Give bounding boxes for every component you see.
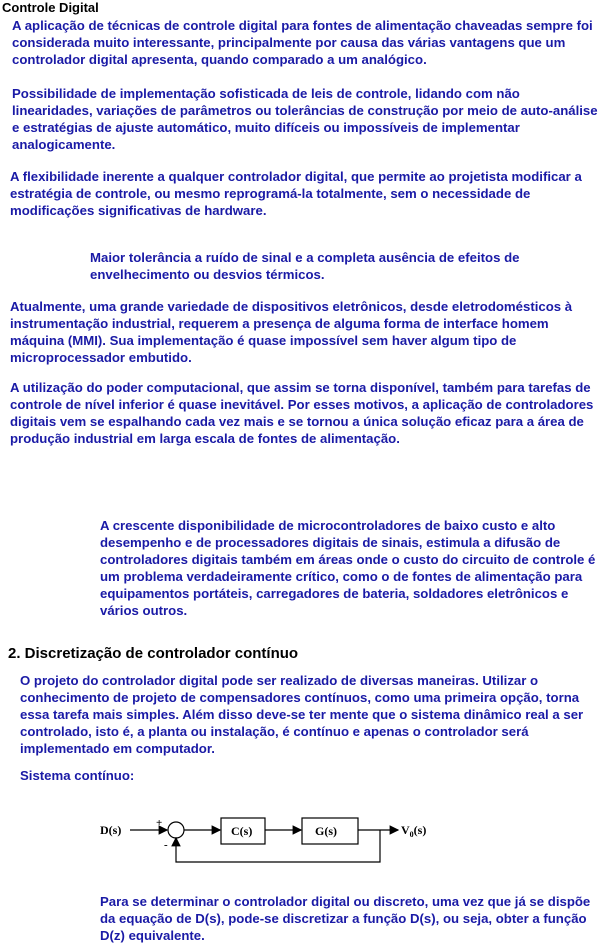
page-title: Controle Digital xyxy=(2,0,99,15)
plant-label: G(s) xyxy=(315,824,337,838)
paragraph-computational-power: A utilização do poder computacional, que assim se torna disponível, também para tarefas de controle de nível inferior é quase inevitável. Por esses motivos, a aplicação de controladores digitais vem se espalhando cada vez mais e se tornou a única solução eficaz para a área de produção industrial em larga escala de fontes de alimentação. xyxy=(10,380,594,446)
paragraph-advantage-3: Maior tolerância a ruído de sinal e a completa ausência de efeitos de envelhecimento ou desvios térmicos. xyxy=(90,250,520,282)
plus-sign: + xyxy=(156,817,163,829)
paragraph-availability: A crescente disponibilidade de microcontroladores de baixo custo e alto desempenho e de processadores digitais de sinais, estimula a difusão de controladores digitais também em áreas onde o custo do circuito de controle é um problema verdadeiramente crítico, como o de fontes de alimentação para equipamentos portáteis, carregadores de bateria, soldadores eletrônicos e vários outros. xyxy=(100,518,596,618)
paragraph-conclusion: Para se determinar o controlador digital ou discreto, uma vez que já se dispõe da equação de D(s), pode-se discretizar a função D(s), ou seja, obter a função D(z) equivalente. xyxy=(100,894,591,943)
paragraph-advantage-1: Possibilidade de implementação sofisticada de leis de controle, lidando com não linearidades, variações de parâmetros ou tolerâncias de construção por meio de auto-análise e estratégias de ajuste automático, muito difíceis ou impossíveis de implementar analogicamente. xyxy=(12,86,598,152)
section-heading: 2. Discretização de controlador contínuo xyxy=(8,645,299,662)
label-continuous-system: Sistema contínuo: xyxy=(20,768,135,783)
minus-sign: - xyxy=(164,839,168,851)
paragraph-advantage-2: A flexibilidade inerente a qualquer controlador digital, que permite ao projetista modificar a estratégia de controle, ou mesmo reprogramá-la totalmente, sem o necessidade de modificações significativas de hardware. xyxy=(10,169,582,218)
block-diagram xyxy=(90,808,450,870)
summing-junction xyxy=(168,822,184,838)
paragraph-discretization: O projeto do controlador digital pode ser realizado de diversas maneiras. Utilizar o conhecimento de projeto de compensadores contínuos, como uma primeira opção, torna essa tarefa mais simples. Além disso deve-se ter mente que o sistema dinâmico real a ser controlado, isto é, a planta ou instalação, é contínuo e apenas o controlador será implementado em computador. xyxy=(20,673,584,756)
output-label: $V_0(s)$ xyxy=(401,823,427,839)
controller-label: C(s) xyxy=(231,824,253,838)
paragraph-intro: A aplicação de técnicas de controle digital para fontes de alimentação chaveadas sempre foi considerada muito interessante, principalmente por causa das várias vantagens que um controlador digital apresenta, quando comparado a um analógico. xyxy=(12,18,593,67)
paragraph-mmi: Atualmente, uma grande variedade de dispositivos eletrônicos, desde eletrodomésticos à instrumentação industrial, requerem a presença de alguma forma de interface homem máquina (MMI). Sua implementação é quase impossível sem haver algum tipo de microprocessador embutido. xyxy=(10,299,573,365)
input-label: D(s) xyxy=(100,823,122,837)
